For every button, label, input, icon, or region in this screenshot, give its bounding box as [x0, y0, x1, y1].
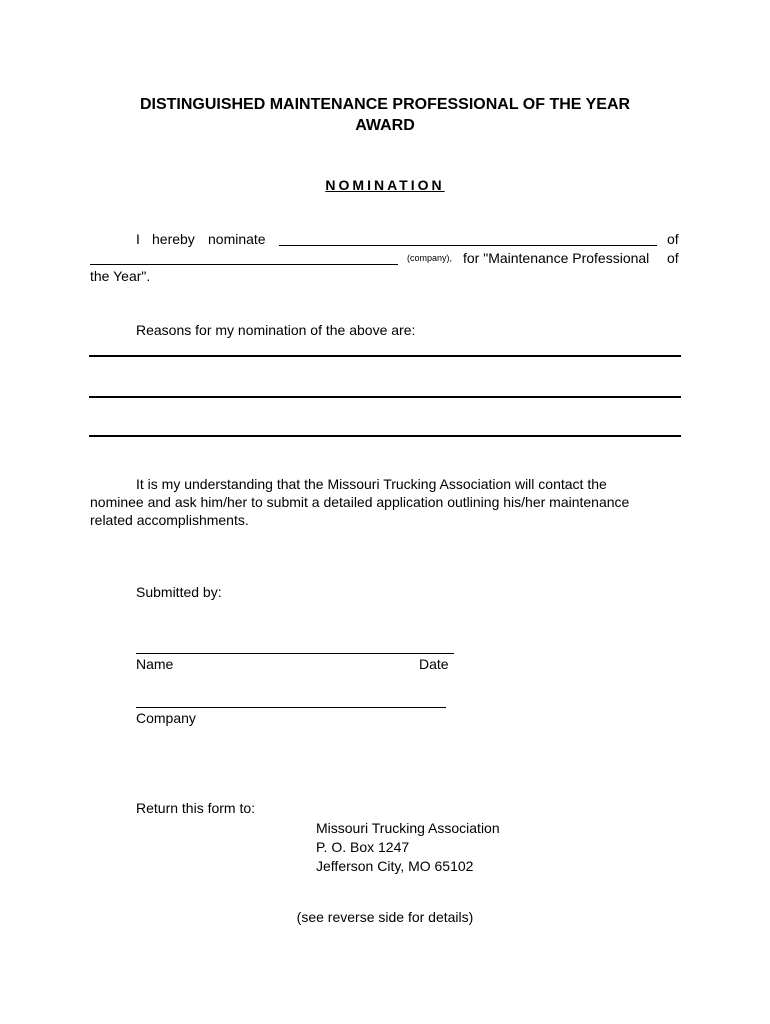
award-of-text: of: [667, 250, 679, 266]
company-field[interactable]: [90, 264, 398, 265]
understanding-line-1: It is my understanding that the Missouri Trucking Association will contact the: [136, 476, 607, 492]
return-form-label: Return this form to:: [136, 800, 256, 816]
document-title: [0, 94, 770, 136]
understanding-line-2: nominee and ask him/her to submit a detailed application outlining his/her maintenance: [90, 494, 630, 510]
date-label: Date: [419, 656, 449, 672]
title-line-2: AWARD: [355, 117, 415, 134]
title-line-1: DISTINGUISHED MAINTENANCE PROFESSIONAL OF THE YEAR: [139, 96, 631, 113]
nominate-text-hereby: hereby: [152, 231, 195, 247]
reasons-label: Reasons for my nomination of the above are:: [136, 322, 416, 338]
nomination-heading: [0, 177, 770, 193]
company-signature-field[interactable]: [136, 707, 446, 708]
nomination-heading-text: NOMINATION: [325, 177, 445, 193]
nominee-name-field[interactable]: [279, 245, 657, 246]
the-year-text: the Year".: [90, 268, 151, 284]
name-label: Name: [136, 656, 174, 672]
address-line-3: Jefferson City, MO 65102: [316, 858, 474, 874]
understanding-paragraph: [90, 475, 685, 529]
reasons-line-3[interactable]: [89, 435, 681, 437]
footer-note: (see reverse side for details): [296, 909, 474, 925]
understanding-line-3: related accomplishments.: [90, 512, 249, 528]
nominate-text-of: of: [667, 231, 679, 247]
address-line-2: P. O. Box 1247: [316, 839, 410, 855]
reasons-line-1[interactable]: [89, 355, 681, 357]
nominate-text-i: I: [136, 231, 140, 247]
reasons-line-2[interactable]: [89, 396, 681, 398]
name-date-field[interactable]: [136, 653, 454, 654]
award-name-text: for "Maintenance Professional: [463, 250, 650, 266]
address-line-1: Missouri Trucking Association: [316, 820, 500, 836]
return-address: [316, 819, 500, 876]
company-field-label: (company),: [407, 253, 453, 263]
nominate-text-nominate: nominate: [208, 231, 266, 247]
submitted-by-label: Submitted by:: [136, 584, 222, 600]
company-label: Company: [136, 710, 196, 726]
